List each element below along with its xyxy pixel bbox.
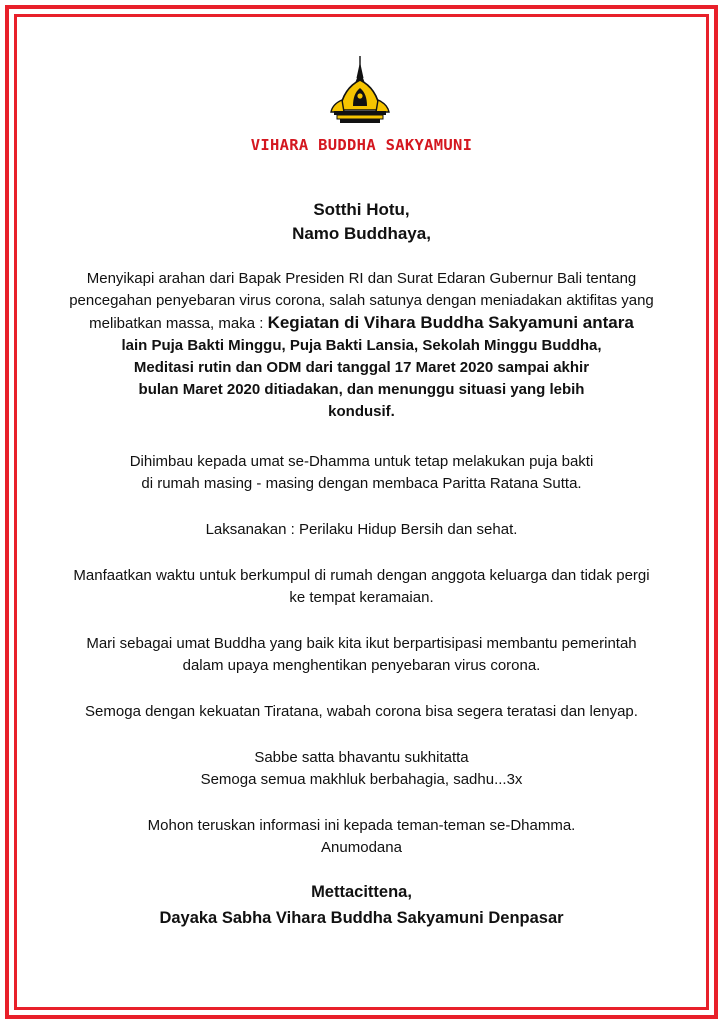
intro-bold-4: bulan Maret 2020 ditiadakan, dan menunggu situasi yang lebih [138, 381, 585, 398]
blessing-paragraph [40, 747, 683, 791]
appeal-paragraph [40, 451, 683, 495]
participate-paragraph [40, 633, 683, 677]
greeting-block [40, 198, 683, 246]
family-line-1: Manfaatkan waktu untuk berkumpul di rumah dengan anggota keluarga dan tidak pergi [73, 567, 650, 584]
greeting-line-1: Sotthi Hotu, [313, 200, 410, 219]
practice-line: Laksanakan : Perilaku Hidup Bersih dan sehat. [205, 521, 518, 538]
forward-paragraph [40, 815, 683, 859]
intro-lead-text: melibatkan massa, maka : [89, 315, 268, 332]
forward-line-2: Anumodana [321, 839, 402, 856]
greeting-line-2: Namo Buddhaya, [292, 224, 431, 243]
appeal-line-2: di rumah masing - masing dengan membaca Paritta Ratana Sutta. [141, 475, 582, 492]
intro-line-3 [40, 312, 683, 335]
participate-line-1: Mari sebagai umat Buddha yang baik kita ikut berpartisipasi membantu pemerintah [86, 635, 637, 652]
participate-line-2: dalam upaya menghentikan penyebaran virus corona. [182, 657, 541, 674]
intro-line-1: Menyikapi arahan dari Bapak Presiden RI dan Surat Edaran Gubernur Bali tentang [86, 270, 637, 287]
appeal-line-1: Dihimbau kepada umat se-Dhamma untuk tetap melakukan puja bakti [129, 453, 594, 470]
intro-bold-2: lain Puja Bakti Minggu, Puja Bakti Lansia, Sekolah Minggu Buddha, [121, 337, 602, 354]
notice-body [40, 198, 683, 931]
blessing-line-1: Sabbe satta bhavantu sukhitatta [254, 749, 469, 766]
blessing-line-2: Semoga semua makhluk berbahagia, sadhu...3x [200, 771, 523, 788]
family-line-2: ke tempat keramaian. [289, 589, 434, 606]
signature-line-1: Mettacittena, [311, 883, 412, 901]
intro-line-2: pencegahan penyebaran virus corona, salah satunya dengan meniadakan aktifitas yang [69, 292, 654, 309]
hope-paragraph [40, 701, 683, 723]
golden-pagoda-icon [330, 56, 390, 124]
forward-line-1: Mohon teruskan informasi ini kepada teman-teman se-Dhamma. [147, 817, 576, 834]
signature-block [40, 879, 683, 931]
intro-bold-5: kondusif. [328, 403, 395, 420]
intro-bold-3: Meditasi rutin dan ODM dari tanggal 17 Maret 2020 sampai akhir [133, 359, 590, 376]
hope-line: Semoga dengan kekuatan Tiratana, wabah corona bisa segera teratasi dan lenyap. [85, 703, 638, 720]
signature-line-2: Dayaka Sabha Vihara Buddha Sakyamuni Denpasar [159, 909, 564, 927]
intro-bold-1: Kegiatan di Vihara Buddha Sakyamuni antara [267, 313, 634, 332]
family-paragraph [40, 565, 683, 609]
vihara-brand-name: VIHARA BUDDHA SAKYAMUNI [250, 136, 473, 154]
practice-paragraph [40, 519, 683, 541]
intro-paragraph [40, 268, 683, 423]
